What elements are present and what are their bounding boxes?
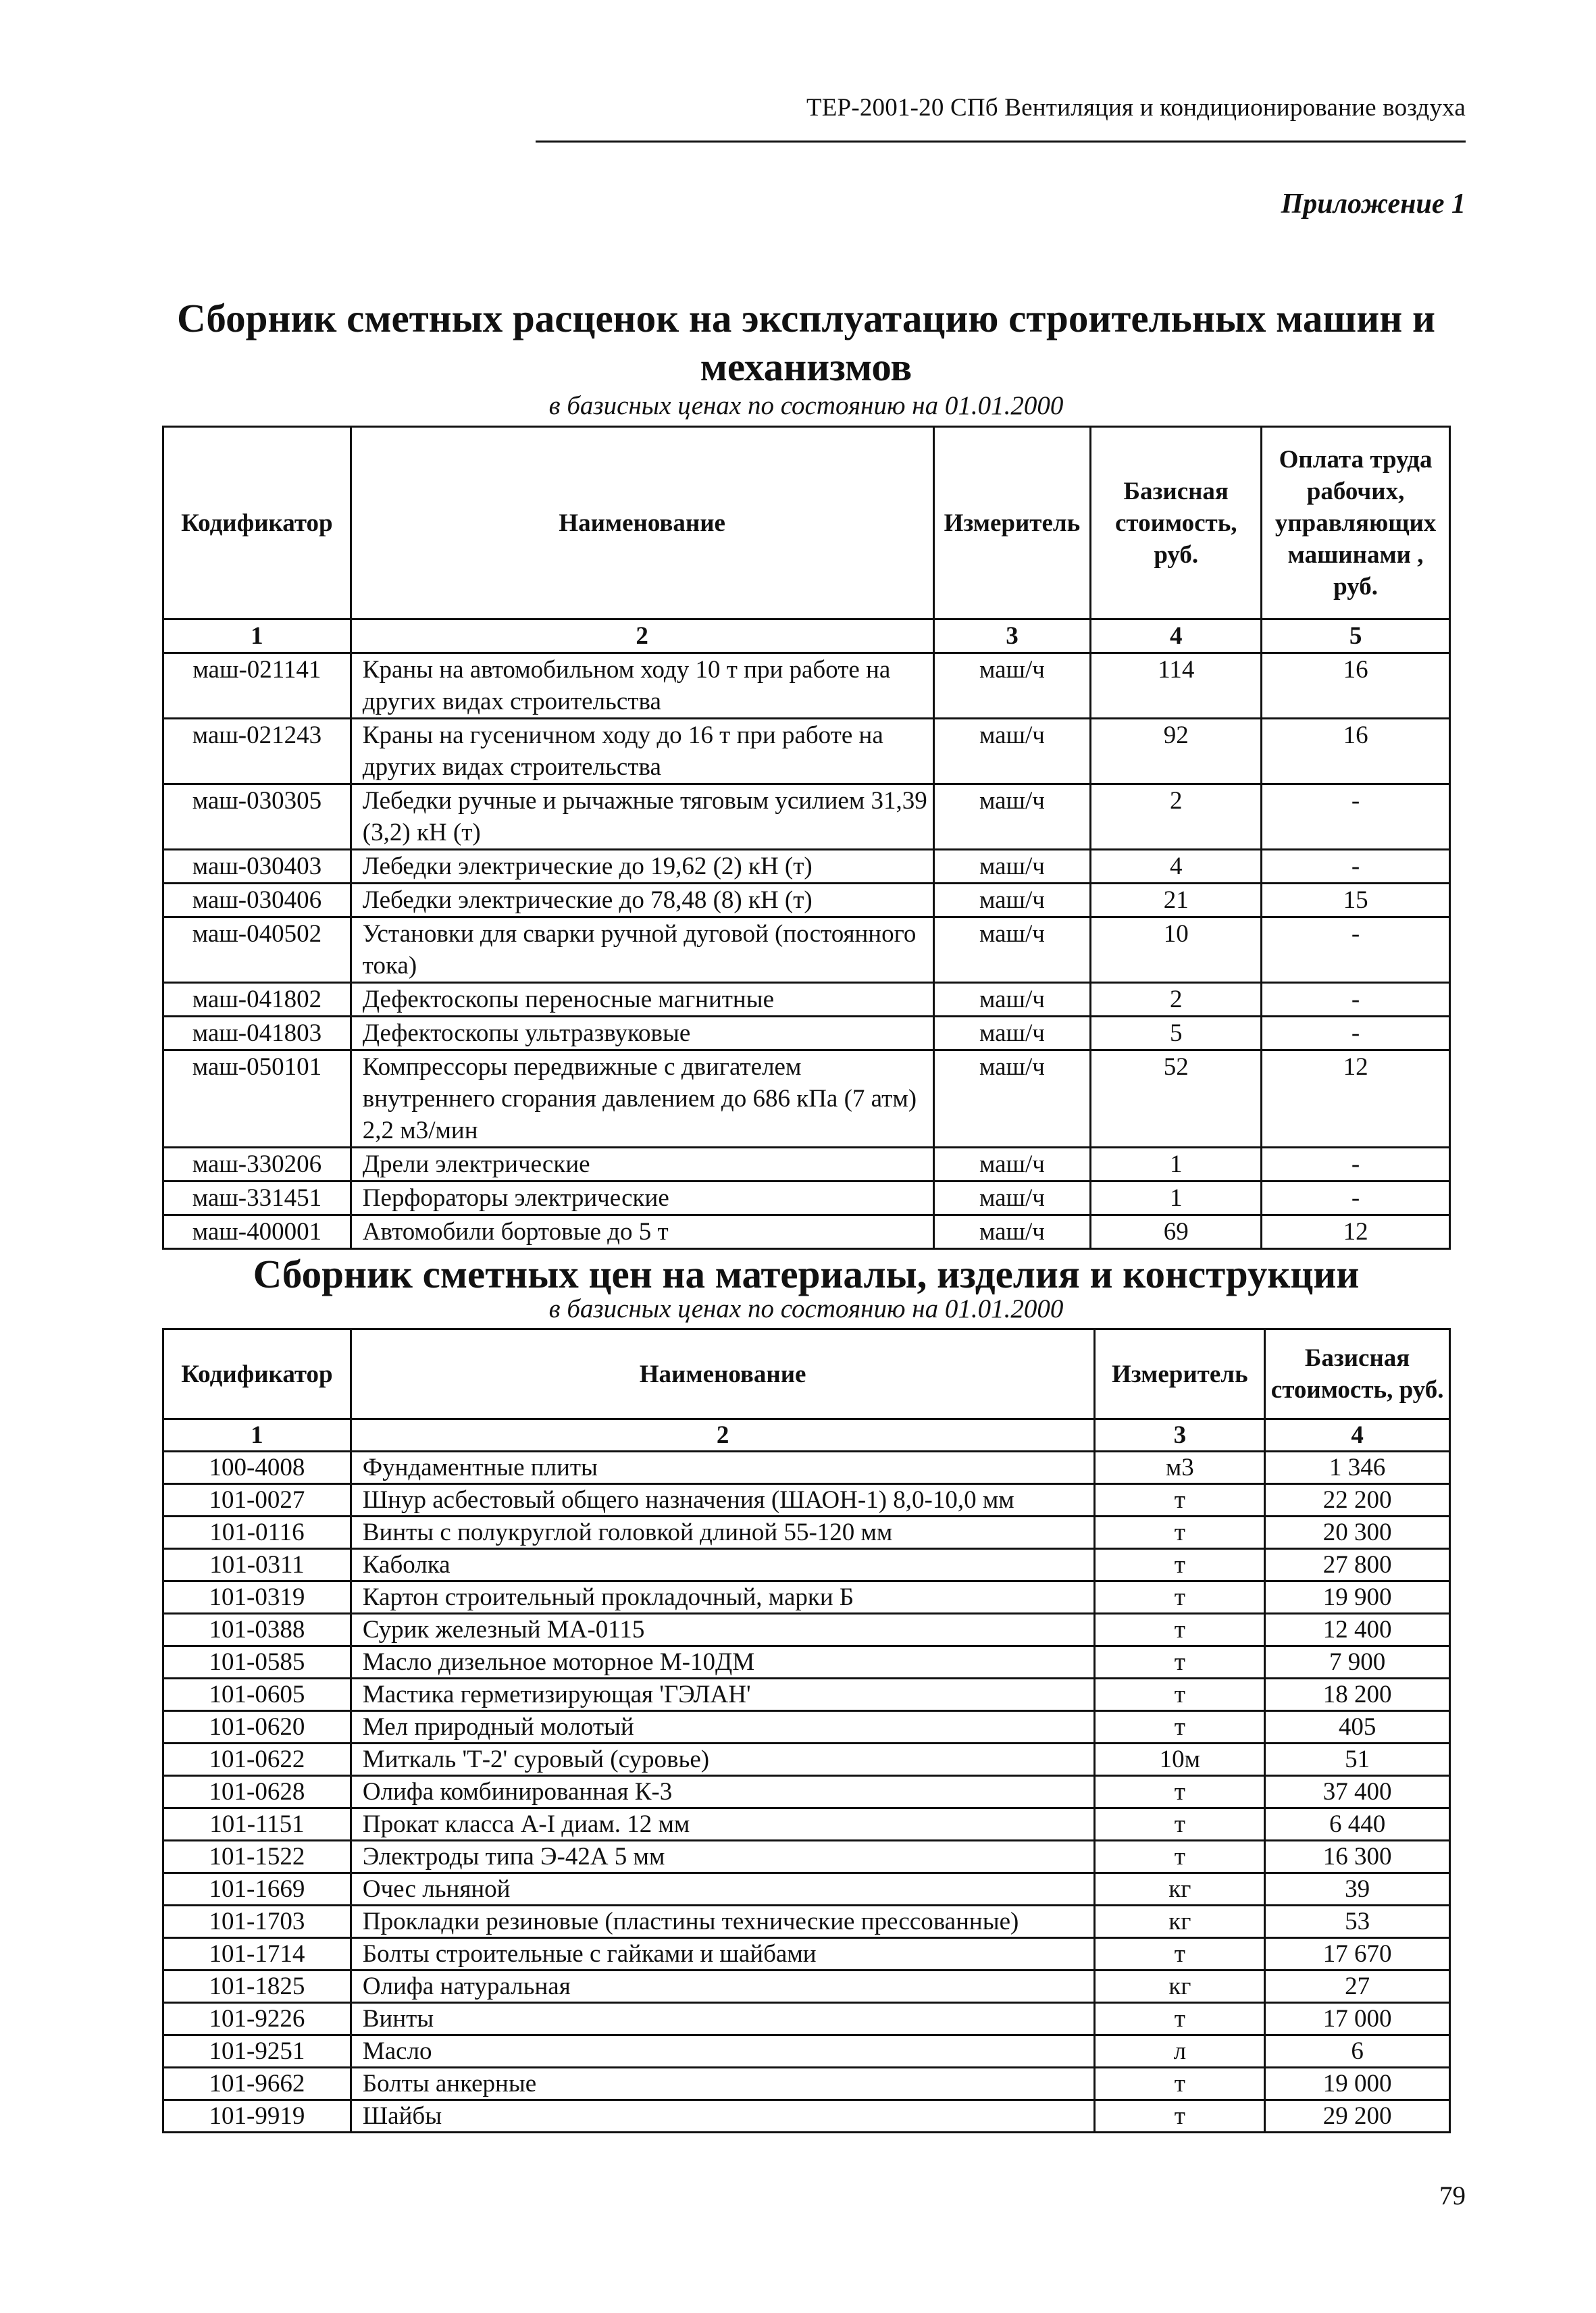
cell-name: Компрессоры передвижные с двигателем внутреннего сгорания давлением до 686 кПа (7 атм) 2,2 м3/мин xyxy=(351,1050,933,1148)
table-row xyxy=(163,1873,1450,1906)
table-row xyxy=(163,2003,1450,2035)
cell-name: Олифа комбинированная К-3 xyxy=(351,1776,1095,1808)
cell-pay: - xyxy=(1262,1017,1450,1050)
table-row xyxy=(163,1549,1450,1581)
cell-cost: 69 xyxy=(1091,1215,1262,1249)
table-row xyxy=(163,1215,1450,1249)
cell-code: 101-1703 xyxy=(163,1906,351,1938)
cell-cost: 19 000 xyxy=(1265,2068,1450,2100)
cell-unit: маш/ч xyxy=(933,1017,1091,1050)
table-row xyxy=(163,1711,1450,1744)
cell-pay: 16 xyxy=(1262,719,1450,784)
cell-code: 101-0319 xyxy=(163,1581,351,1614)
column-number-row xyxy=(163,619,1450,653)
cell-unit: маш/ч xyxy=(933,1148,1091,1181)
cell-code: 100-4008 xyxy=(163,1452,351,1484)
cell-unit: маш/ч xyxy=(933,1215,1091,1249)
cell-pay: - xyxy=(1262,983,1450,1017)
cell-cost: 53 xyxy=(1265,1906,1450,1938)
running-title: ТЕР-2001-20 СПб Вентиляция и кондиционирование воздуха xyxy=(806,94,1466,122)
cell-name: Мел природный молотый xyxy=(351,1711,1095,1744)
table-row xyxy=(163,2035,1450,2068)
cell-unit: т xyxy=(1095,1679,1265,1711)
cell-cost: 10 xyxy=(1091,917,1262,983)
column-header: Базисная стоимость, руб. xyxy=(1091,427,1262,619)
cell-name: Масло дизельное моторное М-10ДМ xyxy=(351,1646,1095,1679)
cell-cost: 405 xyxy=(1265,1711,1450,1744)
cell-code: 101-0027 xyxy=(163,1484,351,1517)
cell-code: 101-0116 xyxy=(163,1517,351,1549)
cell-code: маш-030403 xyxy=(163,850,351,884)
cell-cost: 6 440 xyxy=(1265,1808,1450,1841)
cell-code: маш-400001 xyxy=(163,1215,351,1249)
cell-unit: т xyxy=(1095,1711,1265,1744)
cell-code: 101-1522 xyxy=(163,1841,351,1873)
table-row xyxy=(163,850,1450,884)
cell-cost: 7 900 xyxy=(1265,1646,1450,1679)
cell-code: маш-021243 xyxy=(163,719,351,784)
column-number: 2 xyxy=(351,619,933,653)
cell-unit: т xyxy=(1095,1841,1265,1873)
table-row xyxy=(163,1484,1450,1517)
table-row xyxy=(163,1808,1450,1841)
cell-pay: 16 xyxy=(1262,653,1450,719)
cell-code: 101-0311 xyxy=(163,1549,351,1581)
cell-unit: маш/ч xyxy=(933,653,1091,719)
table-row xyxy=(163,1744,1450,1776)
materials-header-row xyxy=(163,1329,1450,1419)
column-header: Измеритель xyxy=(1095,1329,1265,1419)
header-rule xyxy=(536,141,1466,143)
column-header: Кодификатор xyxy=(163,427,351,619)
cell-unit: т xyxy=(1095,1549,1265,1581)
column-number: 2 xyxy=(351,1419,1095,1452)
cell-name: Каболка xyxy=(351,1549,1095,1581)
column-number: 1 xyxy=(163,1419,351,1452)
table-row xyxy=(163,983,1450,1017)
cell-unit: маш/ч xyxy=(933,850,1091,884)
cell-cost: 21 xyxy=(1091,884,1262,917)
cell-pay: 15 xyxy=(1262,884,1450,917)
cell-name: Лебедки электрические до 78,48 (8) кН (т) xyxy=(351,884,933,917)
column-number: 4 xyxy=(1265,1419,1450,1452)
cell-cost: 27 800 xyxy=(1265,1549,1450,1581)
cell-code: 101-0620 xyxy=(163,1711,351,1744)
cell-unit: кг xyxy=(1095,1873,1265,1906)
cell-name: Миткаль 'Т-2' суровый (суровье) xyxy=(351,1744,1095,1776)
cell-code: маш-030406 xyxy=(163,884,351,917)
table-row xyxy=(163,1906,1450,1938)
cell-name: Автомобили бортовые до 5 т xyxy=(351,1215,933,1249)
cell-unit: маш/ч xyxy=(933,719,1091,784)
cell-cost: 22 200 xyxy=(1265,1484,1450,1517)
cell-name: Шайбы xyxy=(351,2100,1095,2133)
cell-cost: 1 xyxy=(1091,1181,1262,1215)
table-row xyxy=(163,784,1450,850)
cell-pay: - xyxy=(1262,784,1450,850)
section2-subtitle: в базисных ценах по состоянию на 01.01.2000 xyxy=(548,1294,1064,1323)
materials-table xyxy=(162,1328,1451,2133)
table-row xyxy=(163,1181,1450,1215)
cell-cost: 39 xyxy=(1265,1873,1450,1906)
cell-code: 101-0605 xyxy=(163,1679,351,1711)
column-number: 5 xyxy=(1262,619,1450,653)
cell-name: Фундаментные плиты xyxy=(351,1452,1095,1484)
cell-name: Краны на автомобильном ходу 10 т при работе на других видах строительства xyxy=(351,653,933,719)
cell-code: 101-9662 xyxy=(163,2068,351,2100)
cell-name: Дрели электрические xyxy=(351,1148,933,1181)
appendix-label: Приложение 1 xyxy=(1281,188,1466,220)
section1-subtitle: в базисных ценах по состоянию на 01.01.2000 xyxy=(548,391,1064,420)
column-number-row xyxy=(163,1419,1450,1452)
cell-name: Винты с полукруглой головкой длиной 55-120 мм xyxy=(351,1517,1095,1549)
table-row xyxy=(163,719,1450,784)
cell-pay: - xyxy=(1262,917,1450,983)
column-header: Оплата труда рабочих, управляющих машинами , руб. xyxy=(1262,427,1450,619)
cell-code: маш-331451 xyxy=(163,1181,351,1215)
cell-pay: - xyxy=(1262,1181,1450,1215)
cell-cost: 19 900 xyxy=(1265,1581,1450,1614)
cell-code: маш-030305 xyxy=(163,784,351,850)
cell-name: Дефектоскопы переносные магнитные xyxy=(351,983,933,1017)
cell-code: 101-1714 xyxy=(163,1938,351,1971)
machines-header-row xyxy=(163,427,1450,619)
cell-cost: 20 300 xyxy=(1265,1517,1450,1549)
cell-cost: 18 200 xyxy=(1265,1679,1450,1711)
cell-code: маш-330206 xyxy=(163,1148,351,1181)
cell-cost: 51 xyxy=(1265,1744,1450,1776)
cell-unit: маш/ч xyxy=(933,884,1091,917)
cell-code: 101-9251 xyxy=(163,2035,351,2068)
table-row xyxy=(163,1679,1450,1711)
column-number: 1 xyxy=(163,619,351,653)
cell-cost: 12 400 xyxy=(1265,1614,1450,1646)
cell-unit: т xyxy=(1095,1614,1265,1646)
cell-cost: 1 346 xyxy=(1265,1452,1450,1484)
cell-name: Шнур асбестовый общего назначения (ШАОН-1) 8,0-10,0 мм xyxy=(351,1484,1095,1517)
table-row xyxy=(163,884,1450,917)
cell-cost: 16 300 xyxy=(1265,1841,1450,1873)
table-row xyxy=(163,1971,1450,2003)
cell-code: 101-9226 xyxy=(163,2003,351,2035)
cell-unit: маш/ч xyxy=(933,1181,1091,1215)
cell-unit: м3 xyxy=(1095,1452,1265,1484)
cell-unit: т xyxy=(1095,1776,1265,1808)
cell-pay: 12 xyxy=(1262,1215,1450,1249)
cell-cost: 92 xyxy=(1091,719,1262,784)
cell-unit: маш/ч xyxy=(933,983,1091,1017)
cell-unit: 10м xyxy=(1095,1744,1265,1776)
cell-name: Винты xyxy=(351,2003,1095,2035)
cell-name: Очес льняной xyxy=(351,1873,1095,1906)
table-row xyxy=(163,1776,1450,1808)
cell-name: Дефектоскопы ультразвуковые xyxy=(351,1017,933,1050)
cell-cost: 6 xyxy=(1265,2035,1450,2068)
cell-unit: т xyxy=(1095,2003,1265,2035)
table-row xyxy=(163,1841,1450,1873)
cell-unit: кг xyxy=(1095,1971,1265,2003)
page-number: 79 xyxy=(1439,2181,1466,2210)
cell-code: 101-9919 xyxy=(163,2100,351,2133)
cell-code: 101-1669 xyxy=(163,1873,351,1906)
cell-code: 101-0628 xyxy=(163,1776,351,1808)
cell-cost: 37 400 xyxy=(1265,1776,1450,1808)
cell-name: Сурик железный МА-0115 xyxy=(351,1614,1095,1646)
table-row xyxy=(163,653,1450,719)
cell-unit: т xyxy=(1095,1517,1265,1549)
cell-name: Масло xyxy=(351,2035,1095,2068)
cell-cost: 17 670 xyxy=(1265,1938,1450,1971)
cell-code: маш-050101 xyxy=(163,1050,351,1148)
table-row xyxy=(163,1938,1450,1971)
cell-code: 101-1151 xyxy=(163,1808,351,1841)
table-row xyxy=(163,2068,1450,2100)
cell-code: 101-0622 xyxy=(163,1744,351,1776)
cell-unit: т xyxy=(1095,2068,1265,2100)
cell-code: 101-0388 xyxy=(163,1614,351,1646)
cell-name: Болты анкерные xyxy=(351,2068,1095,2100)
cell-code: маш-041803 xyxy=(163,1017,351,1050)
machines-table xyxy=(162,426,1451,1250)
cell-name: Лебедки электрические до 19,62 (2) кН (т) xyxy=(351,850,933,884)
cell-cost: 5 xyxy=(1091,1017,1262,1050)
cell-name: Электроды типа Э-42А 5 мм xyxy=(351,1841,1095,1873)
cell-code: 101-0585 xyxy=(163,1646,351,1679)
column-number: 3 xyxy=(933,619,1091,653)
cell-name: Мастика герметизирующая 'ГЭЛАН' xyxy=(351,1679,1095,1711)
cell-unit: л xyxy=(1095,2035,1265,2068)
cell-unit: маш/ч xyxy=(933,784,1091,850)
cell-name: Болты строительные с гайками и шайбами xyxy=(351,1938,1095,1971)
cell-unit: т xyxy=(1095,1808,1265,1841)
column-header: Кодификатор xyxy=(163,1329,351,1419)
table-row xyxy=(163,1148,1450,1181)
column-header: Наименование xyxy=(351,1329,1095,1419)
cell-unit: маш/ч xyxy=(933,917,1091,983)
cell-pay: 12 xyxy=(1262,1050,1450,1148)
cell-cost: 52 xyxy=(1091,1050,1262,1148)
cell-cost: 29 200 xyxy=(1265,2100,1450,2133)
cell-code: маш-041802 xyxy=(163,983,351,1017)
cell-pay: - xyxy=(1262,850,1450,884)
column-number: 4 xyxy=(1091,619,1262,653)
cell-unit: кг xyxy=(1095,1906,1265,1938)
cell-cost: 2 xyxy=(1091,784,1262,850)
cell-cost: 114 xyxy=(1091,653,1262,719)
cell-cost: 1 xyxy=(1091,1148,1262,1181)
cell-unit: т xyxy=(1095,1646,1265,1679)
column-number: 3 xyxy=(1095,1419,1265,1452)
section2-title: Сборник сметных цен на материалы, изделия и конструкции xyxy=(253,1252,1360,1296)
table-row xyxy=(163,2100,1450,2133)
cell-cost: 17 000 xyxy=(1265,2003,1450,2035)
cell-pay: - xyxy=(1262,1148,1450,1181)
cell-name: Олифа натуральная xyxy=(351,1971,1095,2003)
cell-unit: т xyxy=(1095,1938,1265,1971)
cell-cost: 4 xyxy=(1091,850,1262,884)
column-header: Наименование xyxy=(351,427,933,619)
column-header: Измеритель xyxy=(933,427,1091,619)
column-header: Базисная стоимость, руб. xyxy=(1265,1329,1450,1419)
cell-name: Установки для сварки ручной дуговой (постоянного тока) xyxy=(351,917,933,983)
table-row xyxy=(163,1017,1450,1050)
table-row xyxy=(163,1050,1450,1148)
table-row xyxy=(163,917,1450,983)
cell-name: Краны на гусеничном ходу до 16 т при работе на других видах строительства xyxy=(351,719,933,784)
cell-name: Картон строительный прокладочный, марки Б xyxy=(351,1581,1095,1614)
cell-name: Прокладки резиновые (пластины технические прессованные) xyxy=(351,1906,1095,1938)
table-row xyxy=(163,1646,1450,1679)
cell-unit: т xyxy=(1095,2100,1265,2133)
table-row xyxy=(163,1452,1450,1484)
cell-code: 101-1825 xyxy=(163,1971,351,2003)
cell-code: маш-040502 xyxy=(163,917,351,983)
table-row xyxy=(163,1581,1450,1614)
section1-title: Сборник сметных расценок на эксплуатацию строительных машин и механизмов xyxy=(177,296,1435,389)
table-row xyxy=(163,1614,1450,1646)
cell-unit: т xyxy=(1095,1581,1265,1614)
cell-cost: 27 xyxy=(1265,1971,1450,2003)
cell-unit: маш/ч xyxy=(933,1050,1091,1148)
cell-cost: 2 xyxy=(1091,983,1262,1017)
cell-code: маш-021141 xyxy=(163,653,351,719)
cell-name: Перфораторы электрические xyxy=(351,1181,933,1215)
cell-name: Прокат класса А-I диам. 12 мм xyxy=(351,1808,1095,1841)
table-row xyxy=(163,1517,1450,1549)
cell-name: Лебедки ручные и рычажные тяговым усилием 31,39 (3,2) кН (т) xyxy=(351,784,933,850)
cell-unit: т xyxy=(1095,1484,1265,1517)
